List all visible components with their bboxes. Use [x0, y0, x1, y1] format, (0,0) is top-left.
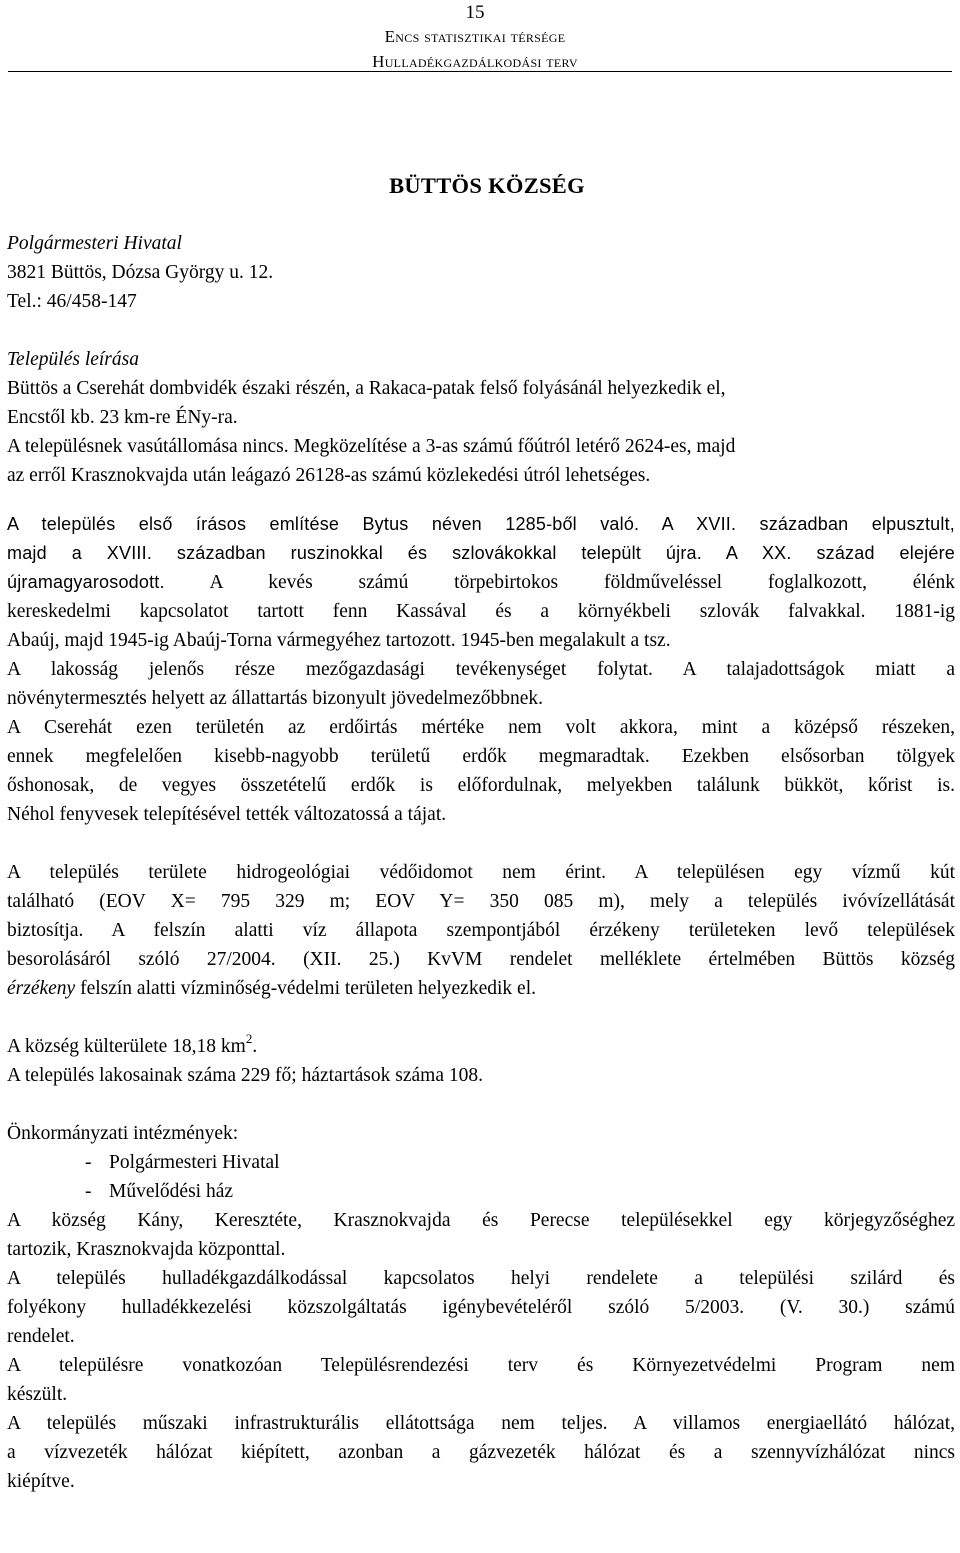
text-line: A Cserehát ezen területén az erdőirtás mértéke nem volt akkora, mint a középső részeken,	[7, 717, 955, 738]
text-fragment: felszín alatti vízminőség-védelmi területen helyezkedik el.	[75, 978, 536, 999]
text-line: folyékony hulladékkezelési közszolgáltatás igénybevételéről szóló 5/2003. (V. 30.) számú	[7, 1297, 955, 1318]
text-line: Büttös a Cserehát dombvidék északi részén, a Rakaca-patak felső folyásánál helyezkedik el,	[7, 378, 726, 399]
address-office: Polgármesteri Hivatal	[7, 233, 182, 254]
text-line: A település műszaki infrastrukturális ellátottsága nem teljes. A villamos energiaellátó hálózat,	[7, 1413, 955, 1434]
text-line: őshonosak, de vegyes összetételű erdők is előfordulnak, melyekben találunk bükköt, kőrist is.	[7, 775, 955, 796]
final-paragraphs	[7, 1206, 955, 1496]
text-line: A lakosság jelenős része mezőgazdasági tevékenységet folytat. A talajadottságok miatt a	[7, 659, 955, 680]
text-line: biztosítja. A felszín alatti víz állapota szempontjából érzékeny területeken levő települések	[7, 920, 955, 941]
text-line: ennek megfelelően kisebb-nagyobb területű erdők megmaradtak. Ezekben elsősorban tölgyek	[7, 746, 955, 767]
page-number: 15	[465, 2, 485, 23]
text-line: majd a XVIII. században ruszinokkal és szlovákokkal települt újra. A XX. század elejére	[7, 543, 955, 563]
list-item	[7, 1148, 955, 1177]
text-line: A település területe hidrogeológiai védőidomot nem érint. A településen egy vízmű kút	[7, 862, 955, 883]
text-line: kereskedelmi kapcsolatot tartott fenn Kassával és a környékbeli szlovák falvakkal. 1881-ig	[7, 601, 955, 622]
header-region: Encs statisztikai térsége	[384, 27, 566, 46]
text-fragment: érzékeny	[7, 978, 76, 999]
text-fragment: A község külterülete 18,18 km	[7, 1036, 246, 1057]
list-item-label: Polgármesteri Hivatal	[109, 1152, 280, 1173]
text-fragment: újramagyarosodott.	[7, 572, 165, 592]
text-line: található (EOV X= 795 329 m; EOV Y= 350 085 m), mely a település ivóvízellátását	[7, 891, 955, 912]
population-line: A település lakosainak száma 229 fő; háztartások száma 108.	[7, 1065, 483, 1086]
page-header	[185, 0, 765, 74]
text-line: A község Kány, Keresztéte, Krasznokvajda és Perecse településekkel egy körjegyzőséghez	[7, 1210, 955, 1231]
superscript: 2	[245, 1031, 253, 1046]
text-line: Encstől kb. 23 km-re ÉNy-ra.	[7, 407, 238, 428]
address-block	[7, 229, 955, 316]
text-line: tartozik, Krasznokvajda központtal.	[7, 1239, 286, 1260]
hydro-paragraph	[7, 858, 955, 1003]
header-rule	[8, 71, 952, 72]
text-line: Abaúj, majd 1945-ig Abaúj-Torna vármegyéhez tartozott. 1945-ben megalakult a tsz.	[7, 630, 671, 651]
page-title: BÜTTÖS KÖZSÉG	[389, 173, 585, 198]
text-line: Néhol fenyvesek telepítésével tették változatossá a tájat.	[7, 804, 447, 825]
area-line	[7, 1032, 955, 1061]
history-paragraph	[7, 510, 955, 829]
header-plan-title: Hulladékgazdálkodási terv	[372, 52, 578, 71]
institutions-list	[7, 1148, 955, 1206]
address-street: 3821 Büttös, Dózsa György u. 12.	[7, 262, 274, 283]
institutions-heading: Önkormányzati intézmények:	[7, 1123, 239, 1144]
section-heading: Település leírása	[7, 349, 139, 370]
text-line: A településnek vasútállomása nincs. Megközelítése a 3-as számú főútról letérő 2624-es, majd	[7, 436, 736, 457]
text-line: kiépítve.	[7, 1471, 75, 1492]
text-line: a vízvezeték hálózat kiépített, azonban a gázvezeték hálózat és a szennyvízhálózat nincs	[7, 1442, 955, 1463]
text-line	[7, 568, 955, 597]
description-paragraph	[7, 374, 955, 490]
text-fragment: A kevés számú törpebirtokos földműveléssel foglalkozott, élénk	[164, 572, 955, 593]
text-line: készült.	[7, 1384, 68, 1405]
address-phone: Tel.: 46/458-147	[7, 291, 137, 312]
list-item-label: Művelődési ház	[109, 1181, 234, 1202]
text-line: az erről Krasznokvajda után leágazó 26128-as számú közlekedési útról lehetséges.	[7, 465, 651, 486]
text-line: rendelet.	[7, 1326, 75, 1347]
document-body	[7, 229, 955, 1496]
text-line: besorolásáról szóló 27/2004. (XII. 25.) KvVM rendelet melléklete értelmében Büttös község	[7, 949, 955, 970]
stats-block	[7, 1032, 955, 1090]
text-line: A településre vonatkozóan Településrendezési terv és Környezetvédelmi Program nem	[7, 1355, 955, 1376]
text-line	[7, 974, 955, 1003]
text-line: növénytermesztés helyett az állattartás bizonyult jövedelmezőbbnek.	[7, 688, 544, 709]
text-fragment: .	[252, 1036, 258, 1057]
list-item	[7, 1177, 955, 1206]
text-line: A település hulladékgazdálkodással kapcsolatos helyi rendelete a települési szilárd és	[7, 1268, 955, 1289]
text-line: A település első írásos említése Bytus néven 1285-ből való. A XVII. században elpusztult,	[7, 514, 955, 534]
